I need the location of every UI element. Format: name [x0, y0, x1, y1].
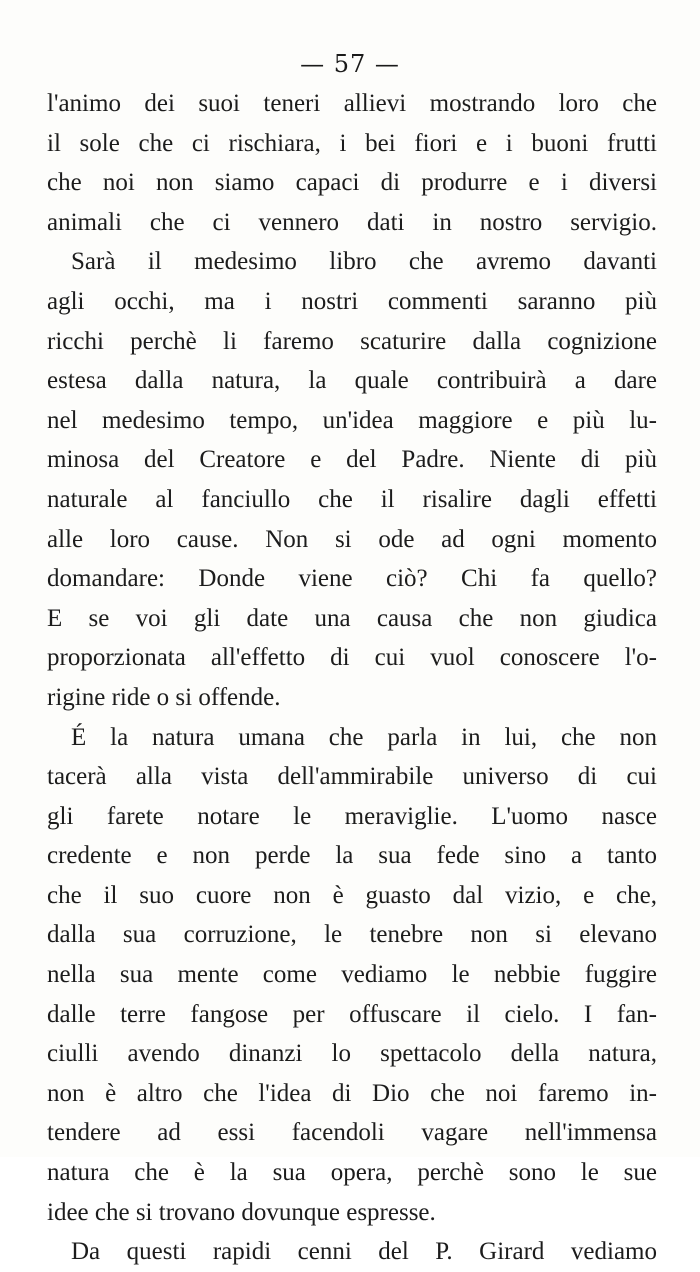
- text-line: idee che si trovano dovunque espresse.: [47, 1198, 436, 1226]
- text-line: l'animo dei suoi teneri allievi mostrando loro che: [47, 90, 657, 117]
- text-line: animali che ci vennero dati in nostro servigio.: [47, 208, 657, 236]
- text-line: Da questi rapidi cenni del P. Girard vediamo: [71, 1238, 657, 1266]
- text-line: che noi non siamo capaci di produrre e i diversi: [47, 169, 657, 197]
- text-line: dalle terre fangose per offuscare il cielo. I fan-: [47, 1000, 657, 1028]
- text-line: domandare: Donde viene ciò? Chi fa quello?: [47, 565, 657, 593]
- text-line: Sarà il medesimo libro che avremo davanti: [71, 248, 657, 276]
- text-line: proporzionata all'effetto di cui vuol conoscere l'o-: [47, 644, 657, 672]
- text-line: gli farete notare le meraviglie. L'uomo nasce: [47, 802, 657, 830]
- text-line: tendere ad essi facendoli vagare nell'immensa: [47, 1119, 657, 1147]
- text-line: dalla sua corruzione, le tenebre non si elevano: [47, 921, 657, 949]
- text-line: E se voi gli date una causa che non giudica: [47, 604, 657, 632]
- text-line: ciulli avendo dinanzi lo spettacolo della natura,: [47, 1040, 657, 1068]
- text-line: rigine ride o si offende.: [47, 683, 281, 711]
- text-line: tacerà alla vista dell'ammirabile universo di cui: [47, 763, 657, 791]
- text-line: che il suo cuore non è guasto dal vizio, e che,: [47, 881, 657, 909]
- text-line: il sole che ci rischiara, i bei fiori e i buoni frutti: [47, 129, 657, 157]
- text-line: alle loro cause. Non si ode ad ogni momento: [47, 525, 657, 553]
- text-line: estesa dalla natura, la quale contribuirà a dare: [47, 367, 657, 395]
- text-line: É la natura umana che parla in lui, che non: [71, 723, 657, 751]
- text-line: credente e non perde la sua fede sino a tanto: [47, 842, 657, 870]
- text-line: naturale al fanciullo che il risalire dagli effetti: [47, 485, 657, 513]
- page-number: — 57 —: [300, 50, 400, 78]
- text-line: non è altro che l'idea di Dio che noi faremo in-: [47, 1079, 657, 1107]
- text-line: natura che è la sua opera, perchè sono le sue: [47, 1159, 657, 1187]
- text-line: minosa del Creatore e del Padre. Niente di più: [47, 446, 657, 474]
- text-line: agli occhi, ma i nostri commenti saranno più: [47, 287, 657, 315]
- text-line: nella sua mente come vediamo le nebbie fuggire: [47, 961, 657, 989]
- text-line: ricchi perchè li faremo scaturire dalla cognizione: [47, 327, 657, 355]
- body-text: [47, 84, 657, 1272]
- text-line: nel medesimo tempo, un'idea maggiore e più lu-: [47, 406, 657, 434]
